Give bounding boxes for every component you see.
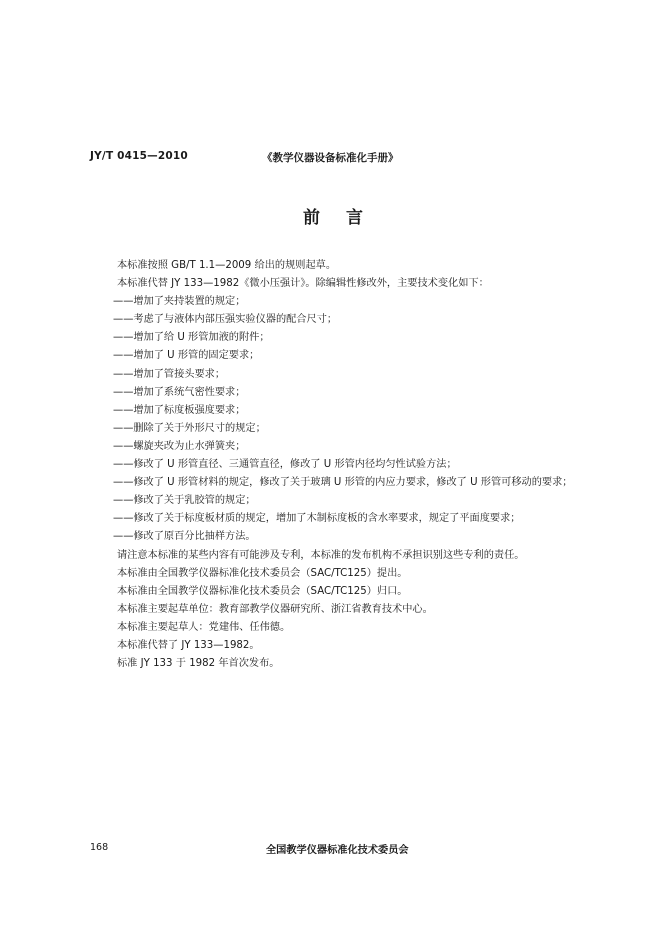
page-number: 168 [90,842,109,853]
paragraph-patent-notice: 请注意本标准的某些内容有可能涉及专利，本标准的发布机构不承担识别这些专利的责任。 [117,549,525,561]
paragraph-replacement: 本标准代替 JY 133—1982《微小压强计》。除编辑性修改外，主要技术变化如下： [117,278,489,290]
change-item: ——增加了管接头要求； [113,368,226,380]
change-item: ——修改了关于标度板材质的规定，增加了木制标度板的含水率要求，规定了平面度要求； [113,513,521,525]
change-item: ——增加了夹持装置的规定； [113,296,246,308]
paragraph-drafting-units: 本标准主要起草单位：教育部教学仪器研究所、浙江省教育技术中心。 [117,603,433,615]
handbook-title: 《教学仪器设备标准化手册》 [262,152,399,164]
paragraph-proposed-by: 本标准由全国教学仪器标准化技术委员会（SAC/TC125）提出。 [117,567,408,579]
change-item: ——增加了系统气密性要求； [113,386,246,398]
change-item: ——修改了 U 形管材料的规定，修改了关于玻璃 U 形管的内应力要求，修改了 U 形管可移动的要求； [113,477,573,489]
paragraph-replaces: 本标准代替了 JY 133—1982。 [117,639,260,651]
change-item: ——增加了给 U 形管加液的附件； [113,332,270,344]
paragraph-drafting-rules: 本标准按照 GB/T 1.1—2009 给出的规则起草。 [117,260,337,271]
paragraph-drafters: 本标准主要起草人：党建伟、任伟德。 [117,621,291,633]
preface-body [113,257,657,673]
change-item: ——删除了关于外形尺寸的规定； [113,422,266,434]
change-item: ——螺旋夹改为止水弹簧夹； [113,440,246,452]
change-item: ——考虑了与液体内部压强实验仪器的配合尺寸； [113,314,338,326]
change-item: ——修改了 U 形管直径、三通管直径，修改了 U 形管内径均匀性试验方法； [113,459,457,471]
paragraph-managed-by: 本标准由全国教学仪器标准化技术委员会（SAC/TC125）归口。 [117,585,408,597]
change-item: ——修改了原百分比抽样方法。 [113,531,256,543]
change-item: ——增加了 U 形管的固定要求； [113,350,260,362]
page-title: 前言 [303,208,389,228]
paragraph-first-issue: 标准 JY 133 于 1982 年首次发布。 [117,658,280,670]
standard-code: JY/T 0415—2010 [90,150,188,162]
change-item: ——增加了标度板强度要求； [113,404,246,416]
footer-committee: 全国教学仪器标准化技术委员会 [266,845,409,856]
change-item: ——修改了关于乳胶管的规定； [113,495,256,507]
